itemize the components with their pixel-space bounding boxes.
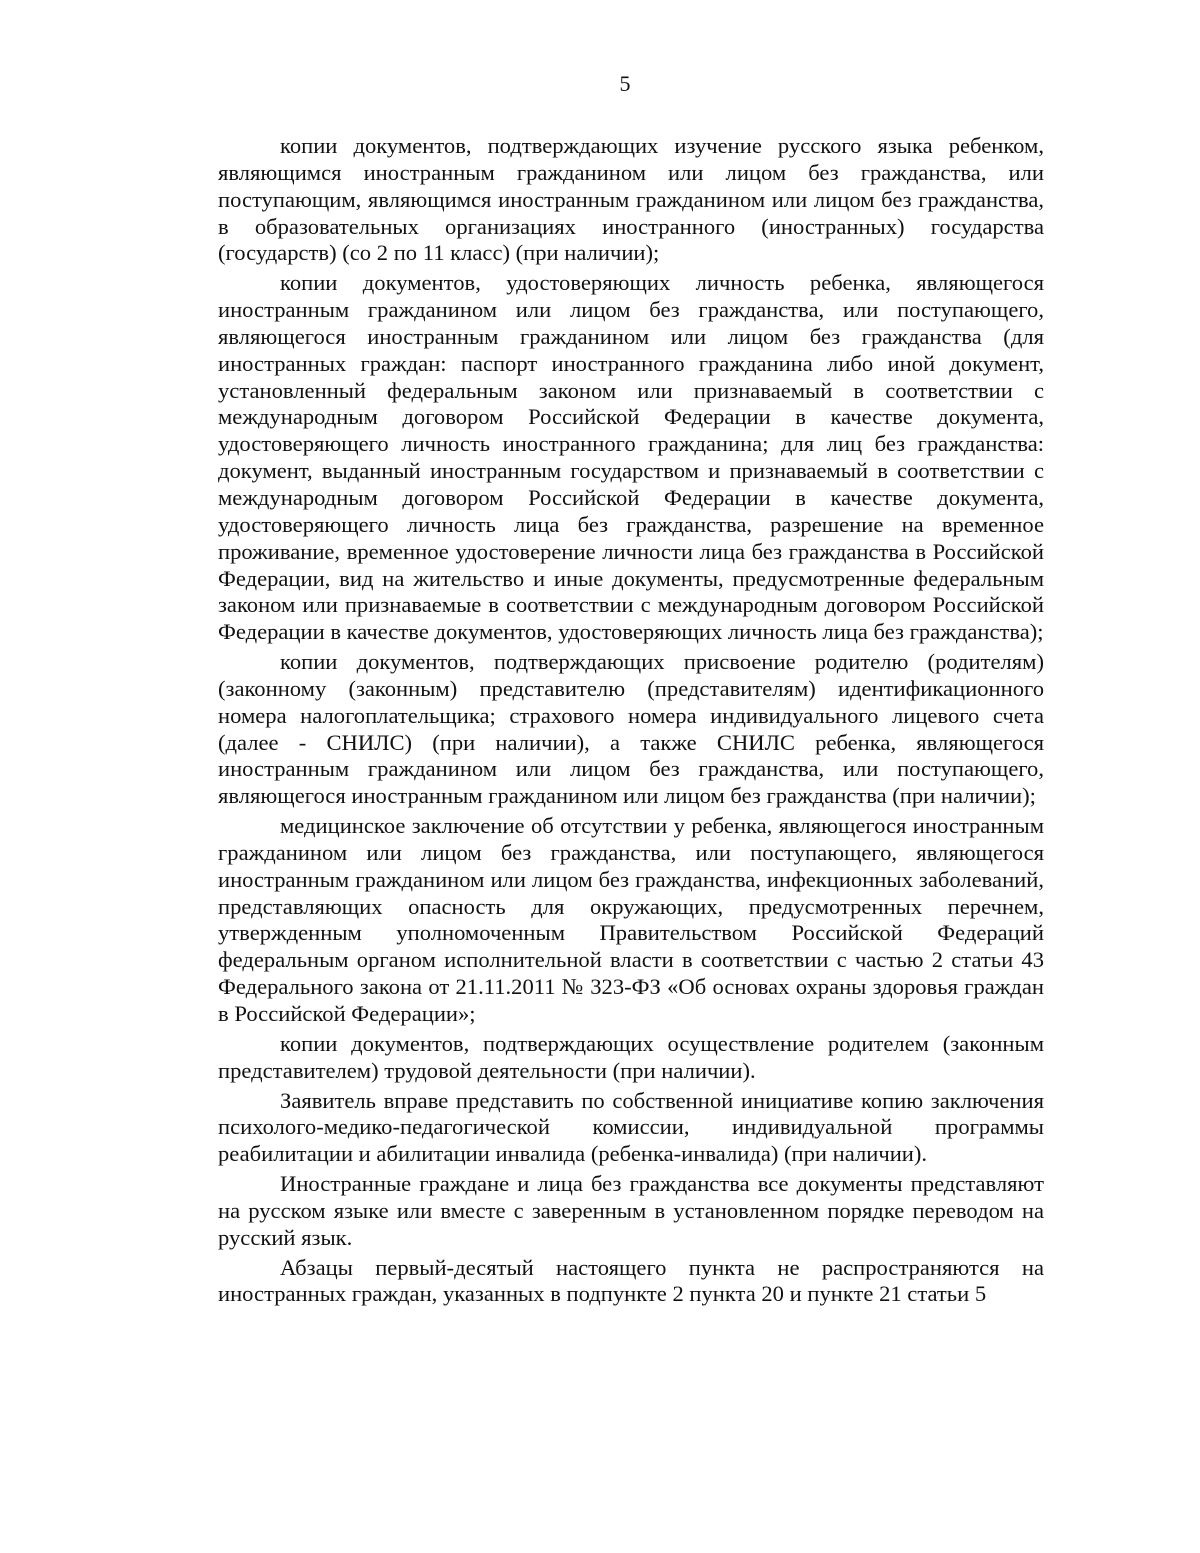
paragraph-identity-documents: копии документов, удостоверяющих личность ребенка, являющегося иностранным гражданином или лицом без гражданства, или поступающего, являющегося иностранным гражданином или лицом без гражданства (для иностранных граждан: паспорт иностранного гражданина либо иной документ, установленный федеральным законом или признаваемый в соответствии с международным договором Российской Федерации в качестве документа, удостоверяющего личность иностранного гражданина; для лиц без гражданства: документ, выданный иностранным государством и признаваемый в соответствии с международным договором Российской Федерации в качестве документа, удостоверяющего личность лица без гражданства, разрешение на временное проживание, временное удостоверение личности лица без гражданства в Российской Федерации, вид на жительство и иные документы, предусмотренные федеральным законом или признаваемые в соответствии с международным договором Российской Федерации в качестве документов, удостоверяющих личность лица без гражданства); bbox=[218, 270, 1044, 645]
paragraph-translation-requirement: Иностранные граждане и лица без гражданства все документы представляют на русском языке или вместе с заверенным в установленном порядке переводом на русский язык. bbox=[218, 1171, 1044, 1250]
paragraph-employment-documents: копии документов, подтверждающих осуществление родителем (законным представителем) трудовой деятельности (при наличии). bbox=[218, 1030, 1044, 1083]
paragraph-medical-certificate: медицинское заключение об отсутствии у ребенка, являющегося иностранным гражданином или лицом без гражданства, или поступающего, являющегося иностранным гражданином или лицом без гражданства, инфекционных заболеваний, представляющих опасность для окружающих, предусмотренных перечнем, утвержденным уполномоченным Правительством Российской Федераций федеральным органом исполнительной власти в соответствии с частью 2 статьи 43 Федерального закона от 21.11.2011 № 323-ФЗ «Об основах охраны здоровья граждан в Российской Федерации»; bbox=[218, 813, 1044, 1026]
document-body bbox=[218, 133, 1044, 1308]
page-number: 5 bbox=[619, 71, 631, 96]
paragraph-russian-language-documents: копии документов, подтверждающих изучение русского языка ребенком, являющимся иностранным гражданином или лицом без гражданства, или поступающим, являющимся иностранным гражданином или лицом без гражданства, в образовательных организациях иностранного (иностранных) государства (государств) (со 2 по 11 класс) (при наличии); bbox=[218, 133, 1044, 266]
paragraph-applicant-optional: Заявитель вправе представить по собственной инициативе копию заключения психолого-медико-педагогической комиссии, индивидуальной программы реабилитации и абилитации инвалида (ребенка-инвалида) (при наличии). bbox=[218, 1087, 1044, 1167]
paragraph-exception: Абзацы первый-десятый настоящего пункта не распространяются на иностранных граждан, указанных в подпункте 2 пункта 20 и пункте 21 статьи 5 bbox=[218, 1254, 1044, 1307]
paragraph-tax-snils-documents: копии документов, подтверждающих присвоение родителю (родителям) (законному (законным) представителю (представителям) идентификационного номера налогоплательщика; страхового номера индивидуального лицевого счета (далее - СНИЛС) (при наличии), а также СНИЛС ребенка, являющегося иностранным гражданином или лицом без гражданства, или поступающего, являющегося иностранным гражданином или лицом без гражданства (при наличии); bbox=[218, 649, 1044, 809]
